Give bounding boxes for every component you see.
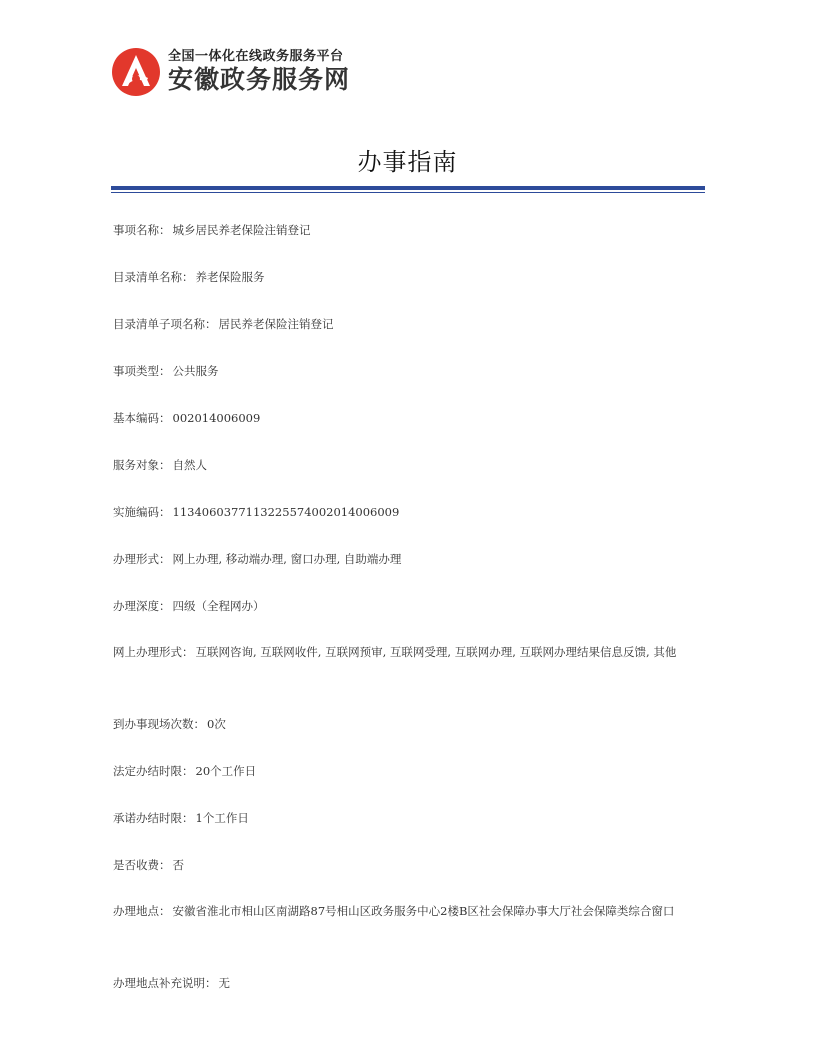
field-label: 实施编码：: [113, 505, 171, 519]
field-location-note: [113, 972, 688, 994]
anhui-logo-icon: [110, 46, 162, 98]
field-handling-depth: [113, 595, 688, 617]
field-label: 事项名称：: [113, 223, 171, 237]
field-label: 服务对象：: [113, 458, 171, 472]
field-label: 办理地点：: [113, 904, 171, 918]
field-value: 002014006009: [172, 411, 261, 425]
field-label: 法定办结时限：: [113, 764, 194, 778]
field-value: 否: [172, 858, 184, 872]
field-handling-form: [113, 548, 688, 570]
field-value: 四级（全程网办）: [172, 599, 265, 613]
field-onsite-visits: [113, 713, 688, 735]
field-catalog-subitem: [113, 313, 688, 335]
field-label: 基本编码：: [113, 411, 171, 425]
field-value: 113406037711322557400201400600​9: [172, 505, 400, 519]
field-value: 无: [218, 976, 230, 990]
field-label: 网上办理形式：: [113, 645, 194, 659]
field-label: 承诺办结时限：: [113, 811, 194, 825]
field-value: 自然人: [172, 458, 207, 472]
logo-title: 安徽政务服务网: [168, 65, 351, 94]
field-value: 城乡居民养老保险注销登记: [172, 223, 311, 237]
page-title: 办事指南: [357, 148, 458, 176]
field-item-name: [113, 219, 688, 241]
field-legal-time-limit: [113, 760, 688, 782]
field-value: 居民养老保险注销登记: [218, 317, 334, 331]
field-label: 办理深度：: [113, 599, 171, 613]
site-header: [110, 46, 350, 98]
field-promised-time-limit: [113, 807, 688, 829]
field-fee: [113, 854, 688, 876]
field-label: 办理形式：: [113, 552, 171, 566]
field-item-type: [113, 360, 688, 382]
field-value: 20个工作日: [195, 764, 257, 778]
field-label: 到办事现场次数：: [113, 717, 205, 731]
field-value: 网上办理, 移动端办理, 窗口办理, 自助端办理: [172, 552, 402, 566]
title-divider-thin: [111, 192, 705, 193]
field-implementation-code: [113, 501, 688, 523]
field-value: 互联网咨询, 互联网收件, 互联网预审, 互联网受理, 互联网办理, 互联网办理结果信息反馈, 其他: [195, 645, 677, 659]
field-value: 公共服务: [172, 364, 219, 378]
logo-text: [168, 49, 350, 95]
field-label: 是否收费：: [113, 858, 171, 872]
field-value: 0次: [207, 717, 226, 731]
logo-subtitle: 全国一体化在线政务服务平台: [168, 49, 344, 64]
title-divider-thick: [111, 186, 705, 190]
field-value: 养老保险服务: [195, 270, 265, 284]
field-label: 事项类型：: [113, 364, 171, 378]
field-label: 办理地点补充说明：: [113, 976, 217, 990]
field-service-target: [113, 454, 688, 476]
field-online-handling-form: [113, 641, 688, 663]
field-handling-location: [113, 900, 688, 922]
field-value: 1个工作日: [195, 811, 249, 825]
field-basic-code: [113, 407, 688, 429]
field-value: 安徽省淮北市相山区南湖路87号相山区政务服务中心2楼B区社会保障办事大厅社会保障类综合窗口: [172, 904, 675, 918]
field-catalog-name: [113, 266, 688, 288]
field-label: 目录清单子项名称：: [113, 317, 217, 331]
field-label: 目录清单名称：: [113, 270, 194, 284]
